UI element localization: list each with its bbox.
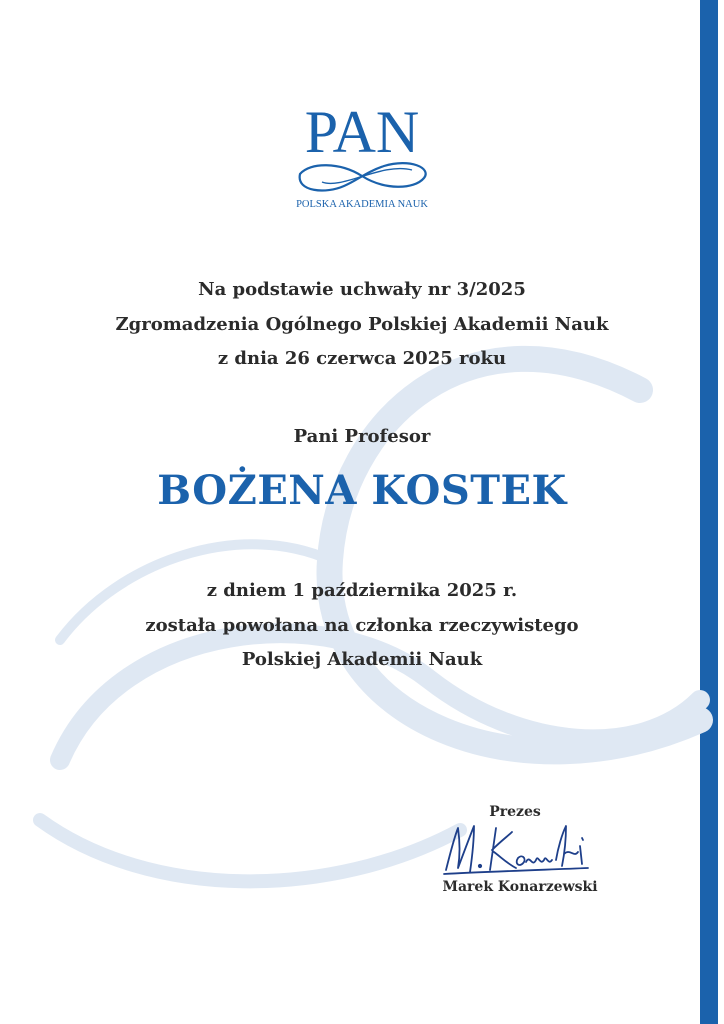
salutation: Pani Profesor	[293, 426, 431, 447]
appointment-line-2: została powołana na członka rzeczywistego	[145, 615, 579, 636]
logo-subtitle: POLSKA AKADEMIA NAUK	[296, 199, 428, 210]
logo-wordmark: PAN	[304, 99, 420, 165]
handwritten-signature	[438, 818, 608, 880]
recipient-name: BOŻENA KOSTEK	[157, 467, 567, 514]
resolution-line-1: Na podstawie uchwały nr 3/2025	[198, 279, 526, 300]
pan-logo	[262, 96, 462, 214]
resolution-line-2: Zgromadzenia Ogólnego Polskiej Akademii Nauk	[115, 314, 609, 335]
signatory-role: Prezes	[489, 804, 541, 820]
appointment-line-1: z dniem 1 października 2025 r.	[206, 580, 518, 601]
signatory-name: Marek Konarzewski	[442, 879, 598, 895]
resolution-line-3: z dnia 26 czerwca 2025 roku	[217, 348, 507, 369]
appointment-line-3: Polskiej Akademii Nauk	[241, 649, 483, 670]
